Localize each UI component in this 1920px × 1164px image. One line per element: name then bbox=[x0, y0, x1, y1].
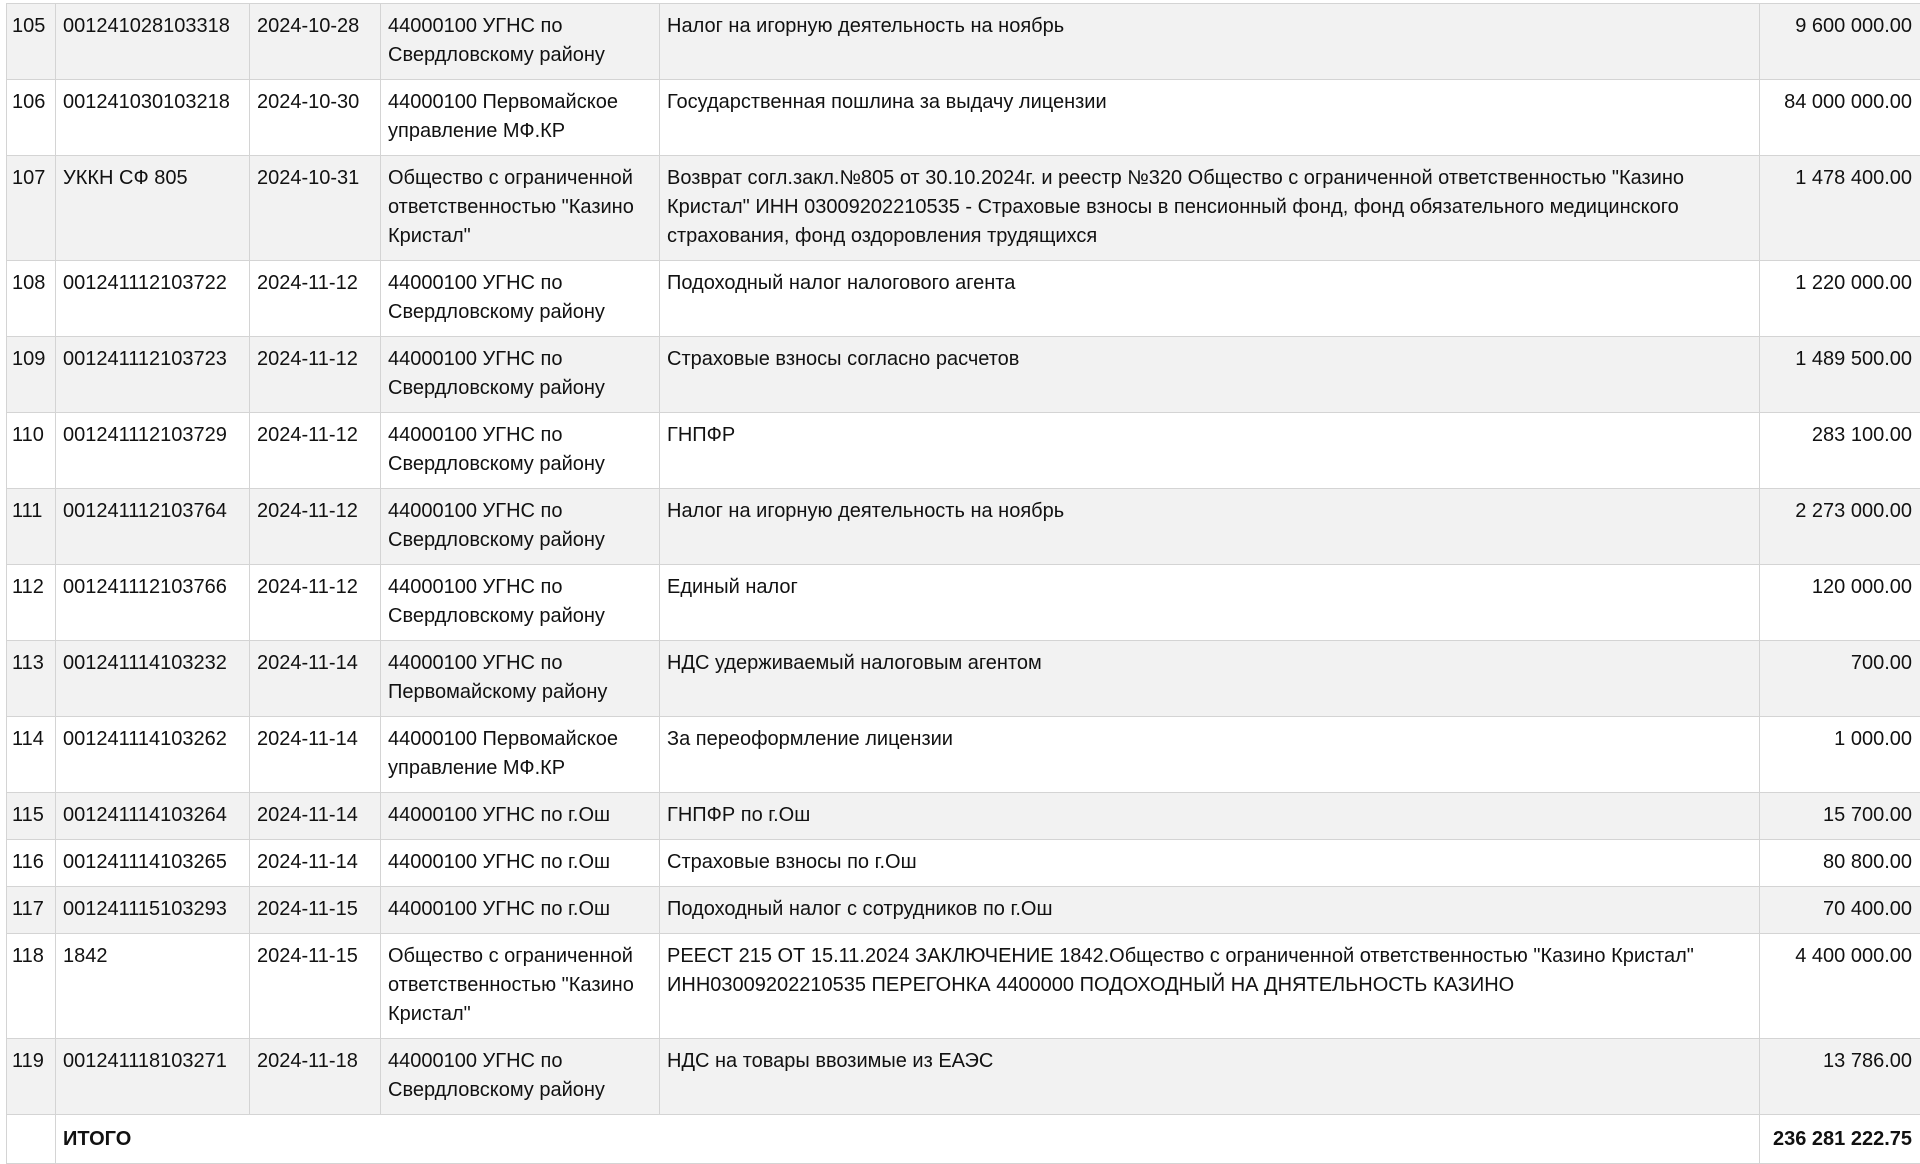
payment-amount: 80 800.00 bbox=[1760, 840, 1920, 887]
payment-amount: 700.00 bbox=[1760, 641, 1920, 717]
document-date: 2024-11-12 bbox=[250, 565, 381, 641]
table-row bbox=[7, 565, 1920, 641]
document-number: 001241118103271 bbox=[56, 1039, 250, 1115]
payment-amount: 283 100.00 bbox=[1760, 413, 1920, 489]
row-number: 119 bbox=[7, 1039, 56, 1115]
payment-amount: 2 273 000.00 bbox=[1760, 489, 1920, 565]
recipient-org: 44000100 УГНС по Свердловскому району bbox=[381, 489, 660, 565]
recipient-org: 44000100 УГНС по г.Ош bbox=[381, 840, 660, 887]
recipient-org: 44000100 УГНС по Свердловскому району bbox=[381, 261, 660, 337]
payment-purpose: НДС удерживаемый налоговым агентом bbox=[660, 641, 1760, 717]
payment-amount: 84 000 000.00 bbox=[1760, 80, 1920, 156]
row-number: 116 bbox=[7, 840, 56, 887]
table-row bbox=[7, 80, 1920, 156]
recipient-org: 44000100 УГНС по Свердловскому району bbox=[381, 413, 660, 489]
total-label: ИТОГО bbox=[56, 1115, 1760, 1164]
row-number: 117 bbox=[7, 887, 56, 934]
document-date: 2024-10-30 bbox=[250, 80, 381, 156]
payment-purpose: Государственная пошлина за выдачу лицензии bbox=[660, 80, 1760, 156]
payments-table-body bbox=[7, 4, 1920, 1115]
document-number: 001241112103766 bbox=[56, 565, 250, 641]
row-number: 107 bbox=[7, 156, 56, 261]
payment-purpose: НДС на товары ввозимые из ЕАЭС bbox=[660, 1039, 1760, 1115]
document-number: 1842 bbox=[56, 934, 250, 1039]
payments-table bbox=[6, 3, 1920, 1164]
payment-amount: 70 400.00 bbox=[1760, 887, 1920, 934]
recipient-org: 44000100 УГНС по Свердловскому району bbox=[381, 1039, 660, 1115]
table-row bbox=[7, 641, 1920, 717]
recipient-org: 44000100 УГНС по г.Ош bbox=[381, 793, 660, 840]
row-number: 108 bbox=[7, 261, 56, 337]
recipient-org: 44000100 УГНС по Свердловскому району bbox=[381, 565, 660, 641]
table-row bbox=[7, 489, 1920, 565]
recipient-org: 44000100 УГНС по г.Ош bbox=[381, 887, 660, 934]
table-row bbox=[7, 1039, 1920, 1115]
table-row bbox=[7, 793, 1920, 840]
document-date: 2024-11-12 bbox=[250, 413, 381, 489]
table-row bbox=[7, 934, 1920, 1039]
table-row bbox=[7, 717, 1920, 793]
document-number: 001241114103264 bbox=[56, 793, 250, 840]
row-number: 110 bbox=[7, 413, 56, 489]
document-number: 001241112103764 bbox=[56, 489, 250, 565]
recipient-org: Общество с ограниченной ответственностью "Казино Кристал" bbox=[381, 156, 660, 261]
payment-purpose: Налог на игорную деятельность на ноябрь bbox=[660, 4, 1760, 80]
document-number: 001241114103262 bbox=[56, 717, 250, 793]
table-row bbox=[7, 840, 1920, 887]
document-number: 001241114103265 bbox=[56, 840, 250, 887]
document-number: 001241112103723 bbox=[56, 337, 250, 413]
recipient-org: 44000100 УГНС по Первомайскому району bbox=[381, 641, 660, 717]
payment-purpose: Налог на игорную деятельность на ноябрь bbox=[660, 489, 1760, 565]
payment-purpose: Подоходный налог с сотрудников по г.Ош bbox=[660, 887, 1760, 934]
table-row bbox=[7, 887, 1920, 934]
payment-amount: 120 000.00 bbox=[1760, 565, 1920, 641]
document-date: 2024-11-12 bbox=[250, 337, 381, 413]
document-date: 2024-11-12 bbox=[250, 489, 381, 565]
table-row bbox=[7, 156, 1920, 261]
document-number: УККН СФ 805 bbox=[56, 156, 250, 261]
document-date: 2024-10-31 bbox=[250, 156, 381, 261]
recipient-org: Общество с ограниченной ответственностью "Казино Кристал" bbox=[381, 934, 660, 1039]
payment-purpose: Страховые взносы согласно расчетов bbox=[660, 337, 1760, 413]
row-number: 118 bbox=[7, 934, 56, 1039]
document-number: 001241115103293 bbox=[56, 887, 250, 934]
total-empty-cell bbox=[7, 1115, 56, 1164]
row-number: 112 bbox=[7, 565, 56, 641]
document-date: 2024-11-14 bbox=[250, 717, 381, 793]
payment-amount: 9 600 000.00 bbox=[1760, 4, 1920, 80]
row-number: 114 bbox=[7, 717, 56, 793]
document-number: 001241114103232 bbox=[56, 641, 250, 717]
document-date: 2024-11-15 bbox=[250, 887, 381, 934]
document-number: 001241112103722 bbox=[56, 261, 250, 337]
document-number: 001241030103218 bbox=[56, 80, 250, 156]
payment-amount: 13 786.00 bbox=[1760, 1039, 1920, 1115]
row-number: 113 bbox=[7, 641, 56, 717]
recipient-org: 44000100 Первомайское управление МФ.КР bbox=[381, 80, 660, 156]
total-row bbox=[7, 1115, 1920, 1164]
table-row bbox=[7, 337, 1920, 413]
document-date: 2024-11-14 bbox=[250, 793, 381, 840]
table-row bbox=[7, 261, 1920, 337]
row-number: 111 bbox=[7, 489, 56, 565]
table-row bbox=[7, 413, 1920, 489]
payment-amount: 1 000.00 bbox=[1760, 717, 1920, 793]
payment-purpose: Подоходный налог налогового агента bbox=[660, 261, 1760, 337]
payment-purpose: ГНПФР bbox=[660, 413, 1760, 489]
row-number: 115 bbox=[7, 793, 56, 840]
payment-amount: 15 700.00 bbox=[1760, 793, 1920, 840]
payment-purpose: Возврат согл.закл.№805 от 30.10.2024г. и реестр №320 Общество с ограниченной ответственностью "Казино Кристал" ИНН 03009202210535 - Страховые взносы в пенсионный фонд, фонд обязательного медицинского страхования, фонд оздоровления трудящихся bbox=[660, 156, 1760, 261]
document-date: 2024-11-18 bbox=[250, 1039, 381, 1115]
total-amount: 236 281 222.75 bbox=[1760, 1115, 1920, 1164]
payment-amount: 1 489 500.00 bbox=[1760, 337, 1920, 413]
document-date: 2024-11-14 bbox=[250, 840, 381, 887]
payment-purpose: Страховые взносы по г.Ош bbox=[660, 840, 1760, 887]
document-number: 001241112103729 bbox=[56, 413, 250, 489]
payment-purpose: РЕЕСТ 215 ОТ 15.11.2024 ЗАКЛЮЧЕНИЕ 1842.Общество с ограниченной ответственностью "Казино Кристал" ИНН03009202210535 ПЕРЕГОНКА 4400000 ПОДОХОДНЫЙ НА ДНЯТЕЛЬНОСТЬ КАЗИНО bbox=[660, 934, 1760, 1039]
row-number: 106 bbox=[7, 80, 56, 156]
document-date: 2024-10-28 bbox=[250, 4, 381, 80]
table-row bbox=[7, 4, 1920, 80]
document-date: 2024-11-15 bbox=[250, 934, 381, 1039]
row-number: 105 bbox=[7, 4, 56, 80]
document-number: 001241028103318 bbox=[56, 4, 250, 80]
payment-amount: 1 478 400.00 bbox=[1760, 156, 1920, 261]
payment-amount: 1 220 000.00 bbox=[1760, 261, 1920, 337]
payment-amount: 4 400 000.00 bbox=[1760, 934, 1920, 1039]
row-number: 109 bbox=[7, 337, 56, 413]
document-date: 2024-11-14 bbox=[250, 641, 381, 717]
payment-purpose: Единый налог bbox=[660, 565, 1760, 641]
recipient-org: 44000100 УГНС по Свердловскому району bbox=[381, 337, 660, 413]
recipient-org: 44000100 Первомайское управление МФ.КР bbox=[381, 717, 660, 793]
document-date: 2024-11-12 bbox=[250, 261, 381, 337]
recipient-org: 44000100 УГНС по Свердловскому району bbox=[381, 4, 660, 80]
payment-purpose: За переоформление лицензии bbox=[660, 717, 1760, 793]
payment-purpose: ГНПФР по г.Ош bbox=[660, 793, 1760, 840]
